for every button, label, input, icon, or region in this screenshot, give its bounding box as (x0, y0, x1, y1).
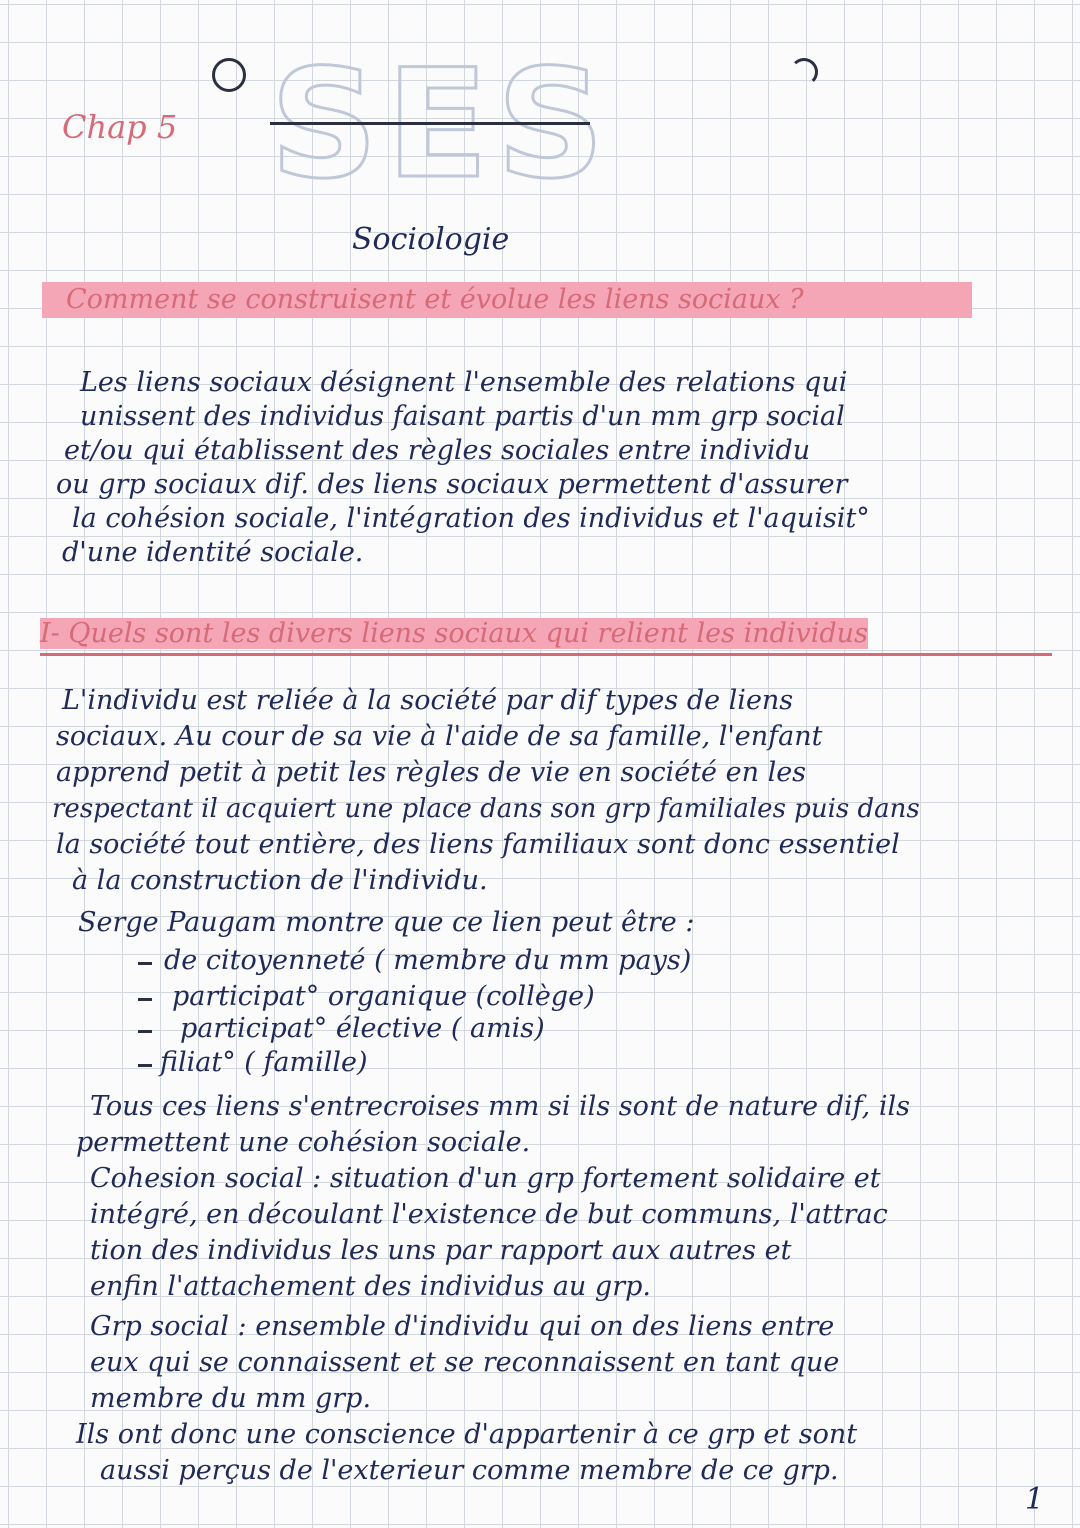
list-item: de citoyenneté ( membre du mm pays) (164, 945, 692, 976)
para-line: permettent une cohésion sociale. (76, 1127, 531, 1158)
main-question-text: Comment se construisent et évolue les liens sociaux ? (66, 284, 804, 315)
para-line: à la construction de l'individu. (72, 865, 488, 896)
title-underline-decoration (270, 122, 590, 133)
definition-line: Grp social : ensemble d'individu qui on des liens entre (90, 1311, 835, 1342)
list-dash-icon (138, 962, 152, 965)
intro-line: d'une identité sociale. (62, 537, 364, 568)
list-dash-icon (138, 1064, 152, 1067)
list-item: participat° élective ( amis) (180, 1013, 545, 1044)
page-subtitle: Sociologie (352, 222, 510, 257)
main-question (42, 282, 972, 318)
para-line: la société tout entière, des liens familiaux sont donc essentiel (56, 829, 900, 860)
definition-line: eux qui se connaissent et se reconnaissent en tant que (90, 1347, 840, 1378)
section-heading (40, 615, 1052, 656)
conclusion-line: Ils ont donc une conscience d'appartenir à ce grp et sont (76, 1419, 858, 1450)
intro-line: la cohésion sociale, l'intégration des individus et l'aquisit° (72, 503, 870, 534)
intro-line: Les liens sociaux désignent l'ensemble des relations qui (80, 367, 848, 398)
page-title: SES (270, 38, 613, 212)
intro-line: unissent des individus faisant partis d'un mm grp social (80, 401, 845, 432)
para-line: L'individu est reliée à la société par dif types de liens (62, 685, 794, 716)
definition-line: membre du mm grp. (90, 1383, 372, 1414)
intro-line: et/ou qui établissent des règles sociales entre individu (64, 435, 811, 466)
intro-line: ou grp sociaux dif. des liens sociaux permettent d'assurer (56, 469, 848, 500)
list-dash-icon (138, 1030, 152, 1033)
list-dash-icon (138, 998, 152, 1001)
conclusion-line: aussi perçus de l'exterieur comme membre de ce grp. (100, 1455, 839, 1486)
definition-line: Cohesion social : situation d'un grp fortement solidaire et (90, 1163, 881, 1194)
para-line: sociaux. Au cour de sa vie à l'aide de sa famille, l'enfant (56, 721, 823, 752)
corner-mark-icon (790, 58, 818, 86)
para-line: apprend petit à petit les règles de vie en société en les (56, 757, 807, 788)
paugam-intro: Serge Paugam montre que ce lien peut être : (78, 907, 695, 938)
definition-line: intégré, en découlant l'existence de but communs, l'attrac (90, 1199, 888, 1230)
para-line: Tous ces liens s'entrecroises mm si ils sont de nature dif, ils (90, 1091, 910, 1122)
bullet-circle-icon (212, 58, 246, 92)
section-heading-text: I- Quels sont les divers liens sociaux qui relient les individus (40, 618, 868, 649)
chapter-label: Chap 5 (62, 108, 178, 146)
definition-line: tion des individus les uns par rapport aux autres et (90, 1235, 792, 1266)
page-number: 1 (1024, 1482, 1044, 1517)
para-line: respectant il acquiert une place dans son grp familiales puis dans (52, 794, 920, 824)
list-item: filiat° ( famille) (160, 1047, 368, 1078)
list-item: participat° organique (collège) (172, 981, 595, 1012)
definition-line: enfin l'attachement des individus au grp. (90, 1271, 651, 1302)
